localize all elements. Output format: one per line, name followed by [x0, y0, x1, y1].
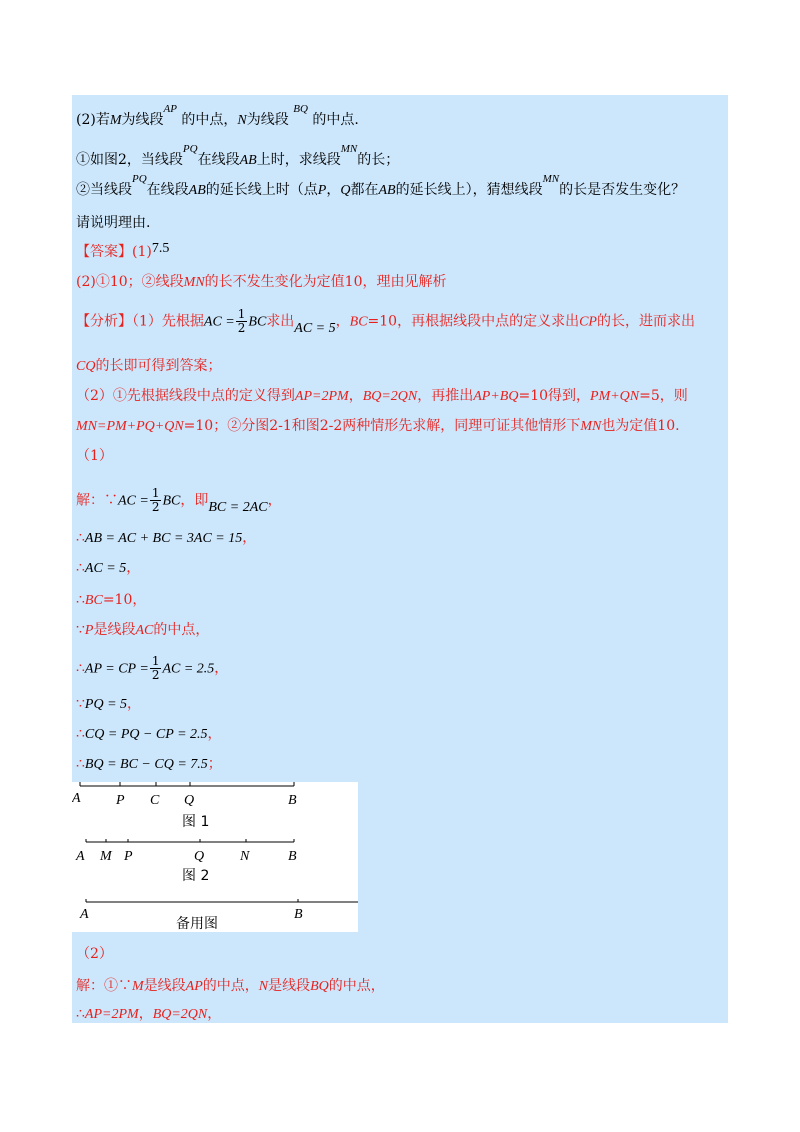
point-label: A: [80, 907, 89, 922]
text: 的长是否发生变化？: [559, 182, 686, 198]
solution1-step-5: [76, 620, 209, 641]
analysis-label: 【分析】: [76, 313, 132, 330]
solution1-step-8: [76, 724, 222, 745]
text: 求出: [266, 313, 295, 330]
text: ，: [126, 560, 141, 576]
point-label: A: [72, 791, 81, 806]
text: 的延长线上时（点: [205, 182, 318, 198]
text: ∴: [76, 530, 85, 546]
solution1-step-4: [76, 590, 146, 611]
var-bc: BC: [84, 593, 103, 608]
analysis-line-3: [76, 386, 688, 407]
text: ，: [335, 313, 350, 330]
point-label: M: [100, 849, 112, 864]
point-label: B: [294, 907, 303, 922]
text: ∴: [76, 592, 85, 608]
fraction-num: 1: [151, 654, 160, 668]
figure-box: [72, 782, 358, 932]
var-pq: PQ: [182, 143, 198, 155]
solution1-step-3: [76, 558, 140, 579]
var-cp: CP: [579, 314, 597, 330]
fraction: [150, 487, 162, 514]
text: ，: [348, 388, 363, 404]
point-label: B: [288, 849, 297, 864]
text: ∵: [76, 696, 85, 712]
question-line-4: 请说明理由.: [76, 215, 151, 231]
text: 解：①∵: [76, 978, 132, 994]
text: ∵: [76, 622, 85, 638]
equation: AB = AC + BC = 3AC = 15: [84, 531, 243, 546]
text: 也为定值10.: [601, 418, 680, 434]
text: ，: [326, 182, 341, 198]
equation: AP+BQ: [473, 389, 519, 404]
solution1-head: （1）: [76, 448, 113, 464]
var-ab: AB: [188, 183, 206, 198]
text: (1): [132, 244, 152, 260]
point-label: P: [116, 793, 125, 808]
fraction-num: 1: [237, 307, 246, 321]
text: =10，: [102, 592, 147, 608]
figure-caption: 备用图: [176, 916, 218, 932]
figure-caption: 图 2: [182, 868, 210, 884]
text: 为线段: [246, 112, 289, 128]
equation: BQ = BC − CQ = 7.5: [84, 757, 208, 772]
text: ∴: [76, 726, 85, 742]
var-bc: BC: [349, 314, 368, 330]
equation: AP=2PM: [294, 389, 349, 404]
analysis-line-4: [76, 416, 680, 437]
solution1-step-1: [76, 487, 282, 514]
text: 的中点，: [202, 978, 259, 994]
equation: AC = 5: [294, 320, 336, 336]
text: 都在: [350, 182, 379, 198]
text: 上时，求线段: [256, 152, 341, 168]
equation: AC = 5: [84, 561, 127, 576]
text: 在线段: [197, 152, 240, 168]
text: ①如图2，当线段: [76, 152, 183, 168]
answer-line-1: [76, 242, 169, 263]
solution2-step-2: [76, 1004, 221, 1025]
question-line-1: [76, 103, 359, 131]
segment-figures: [72, 782, 358, 932]
var-mn: MN: [580, 419, 602, 434]
text: =10；②分图2-1和图2-2两种情形先求解，同理可证其他情形下: [183, 418, 581, 434]
text: 在线段: [146, 182, 189, 198]
text: 是线段: [268, 978, 311, 994]
text: ∴: [76, 756, 85, 772]
equation: MN=PM+PQ+QN: [76, 419, 184, 434]
var-p: P: [84, 623, 94, 638]
var-m: M: [109, 113, 122, 128]
text: ，: [267, 492, 282, 509]
equation: BQ=2QN: [362, 389, 418, 404]
equation: CQ = PQ − CP = 2.5: [84, 727, 208, 742]
solution1-step-2: [76, 528, 256, 549]
text: ；: [207, 756, 222, 772]
var-ap: AP: [185, 979, 203, 994]
fraction-den: 2: [151, 668, 160, 682]
var-pq: PQ: [132, 173, 147, 185]
var-p: P: [317, 183, 327, 198]
analysis-line-2: [76, 356, 221, 377]
text: =10，再根据线段中点的定义求出: [367, 313, 580, 330]
solution1-step-7: [76, 694, 141, 715]
text: ，: [207, 1006, 222, 1022]
equation: AP = CP =: [84, 661, 149, 677]
equation: BQ=2QN: [152, 1007, 208, 1022]
text: =10得到，: [518, 388, 591, 404]
var-bq: BQ: [310, 979, 329, 994]
equation: BC: [248, 314, 267, 330]
text: ，: [138, 1006, 153, 1022]
equation: PQ = 5: [84, 697, 128, 712]
text: ，即: [180, 492, 209, 509]
text: ，: [214, 660, 229, 677]
solution2-step-1: [76, 976, 385, 997]
point-label: A: [76, 849, 85, 864]
var-q: Q: [340, 183, 351, 198]
equation: BC = 2AC: [208, 499, 268, 515]
point-label: P: [124, 849, 133, 864]
equation: AC =: [203, 314, 235, 330]
question-line-2: [76, 143, 400, 171]
var-m: M: [132, 979, 144, 994]
text: 的中点.: [312, 112, 359, 128]
text: （2）①先根据线段中点的定义得到: [76, 388, 295, 404]
fraction: [236, 308, 248, 335]
text: 的长不发生变化为定值10，理由见解析: [204, 274, 447, 290]
var-bq: BQ: [293, 103, 308, 115]
text: 的延长线上），猜想线段: [395, 182, 543, 198]
equation: AC =: [118, 493, 149, 509]
fraction-num: 1: [151, 486, 160, 500]
figure-caption: 图 1: [182, 814, 210, 830]
var-ac: AC: [135, 623, 154, 638]
var-ab: AB: [378, 183, 396, 198]
point-label: C: [150, 793, 160, 808]
text: ②当线段: [76, 182, 132, 198]
equation: BC: [162, 493, 181, 509]
equation: AP=2PM: [84, 1007, 139, 1022]
text: ，: [127, 696, 142, 712]
question-line-3: [76, 173, 686, 201]
text: （1）先根据: [132, 313, 204, 330]
text: ，再推出: [417, 388, 474, 404]
fraction-den: 2: [151, 500, 160, 514]
point-label: Q: [194, 849, 205, 864]
solution2-head: （2）: [76, 946, 113, 962]
var-mn: MN: [542, 173, 560, 185]
text: 的长，进而求出: [596, 313, 695, 330]
point-label: B: [288, 793, 297, 808]
text: 是线段: [93, 622, 136, 638]
fraction: [150, 655, 162, 682]
figure-2: [75, 839, 297, 884]
var-mn: MN: [340, 143, 358, 155]
text: 是线段: [143, 978, 186, 994]
text: 的中点，: [153, 622, 210, 638]
var-n: N: [237, 113, 247, 128]
solution1-step-6: [76, 655, 228, 682]
answer-value: 7.5: [151, 241, 170, 256]
text: ，: [242, 530, 257, 546]
equation: PM+QN: [590, 389, 640, 404]
text: 解：∵: [76, 492, 118, 509]
fraction-den: 2: [237, 321, 246, 335]
var-mn: MN: [183, 275, 205, 290]
text: (2)若: [76, 112, 110, 128]
analysis-line-1: [76, 308, 695, 335]
text: 的中点，: [328, 978, 385, 994]
text: (2)①10；②线段: [76, 274, 184, 290]
text: 的长即可得到答案；: [95, 358, 222, 374]
equation: AC = 2.5: [162, 661, 215, 677]
var-ab: AB: [239, 153, 257, 168]
var-cq: CQ: [76, 359, 96, 374]
text: ∴: [76, 560, 85, 576]
text: ∴: [76, 1006, 85, 1022]
figure-spare: [79, 899, 358, 932]
text: 的长；: [357, 152, 400, 168]
solution1-step-9: [76, 754, 222, 775]
var-n: N: [258, 979, 269, 994]
text: ，: [207, 726, 222, 742]
var-ap: AP: [163, 103, 177, 115]
figure-1: [72, 782, 297, 830]
text: 为线段: [121, 112, 164, 128]
answer-label: 【答案】: [76, 244, 132, 260]
answer-line-2: [76, 272, 446, 293]
point-label: N: [240, 849, 250, 864]
point-label: Q: [184, 793, 195, 808]
text: =5，则: [639, 388, 688, 404]
text: ∴: [76, 660, 85, 677]
text: 的中点，: [181, 112, 238, 128]
